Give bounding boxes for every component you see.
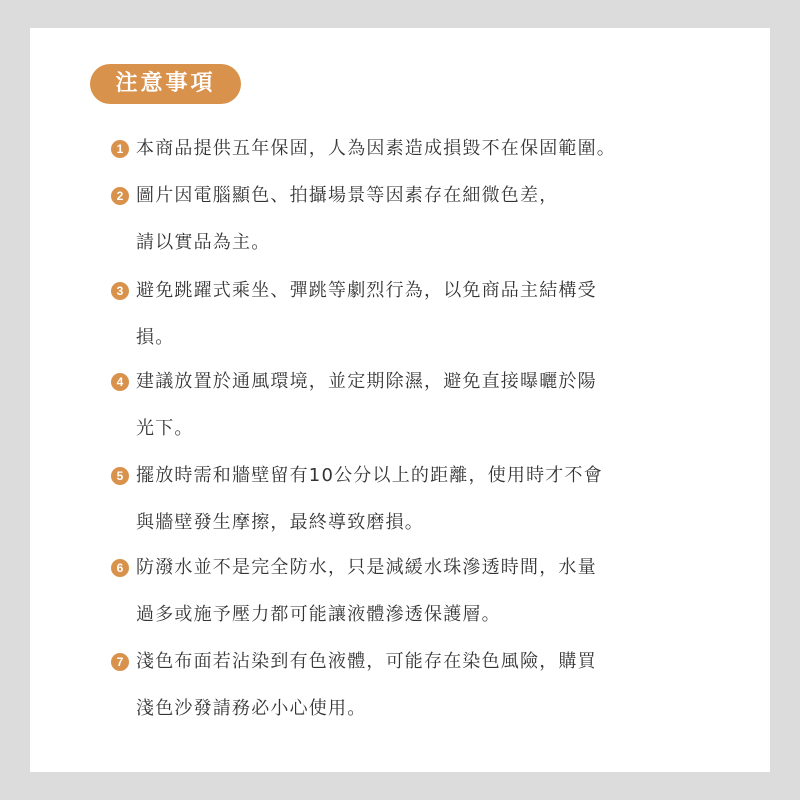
- note-7-line-1: 淺色布面若沾染到有色液體，可能存在染色風險，購買: [136, 651, 597, 672]
- note-7-line-2: 淺色沙發請務必小心使用。: [136, 698, 367, 719]
- note-5-line-1: 擺放時需和牆壁留有10公分以上的距離，使用時才不會: [136, 465, 603, 486]
- number-3-icon: 3: [111, 282, 129, 300]
- note-1-line-1: 本商品提供五年保固，人為因素造成損毀不在保固範圍。: [136, 138, 616, 159]
- note-6-line-1: 防潑水並不是完全防水，只是減緩水珠滲透時間，水量: [136, 557, 597, 578]
- note-4-line-1: 建議放置於通風環境，並定期除濕，避免直接曝曬於陽: [136, 371, 597, 392]
- note-5-line-2: 與牆壁發生摩擦，最終導致磨損。: [136, 512, 424, 533]
- note-3-line-1: 避免跳躍式乘坐、彈跳等劇烈行為，以免商品主結構受: [136, 280, 597, 301]
- note-6-line-2: 過多或施予壓力都可能讓液體滲透保護層。: [136, 604, 501, 625]
- number-1-icon: 1: [111, 140, 129, 158]
- note-2-line-1: 圖片因電腦顯色、拍攝場景等因素存在細微色差，: [136, 185, 559, 206]
- note-2-line-2: 請以實品為主。: [136, 232, 271, 253]
- number-7-icon: 7: [111, 653, 129, 671]
- note-3-line-2: 損。: [136, 327, 175, 348]
- number-2-icon: 2: [111, 187, 129, 205]
- number-5-icon: 5: [111, 467, 129, 485]
- page-title: 注意事項: [90, 64, 241, 104]
- notes-card: [30, 28, 770, 772]
- number-4-icon: 4: [111, 373, 129, 391]
- note-4-line-2: 光下。: [136, 418, 194, 439]
- number-6-icon: 6: [111, 559, 129, 577]
